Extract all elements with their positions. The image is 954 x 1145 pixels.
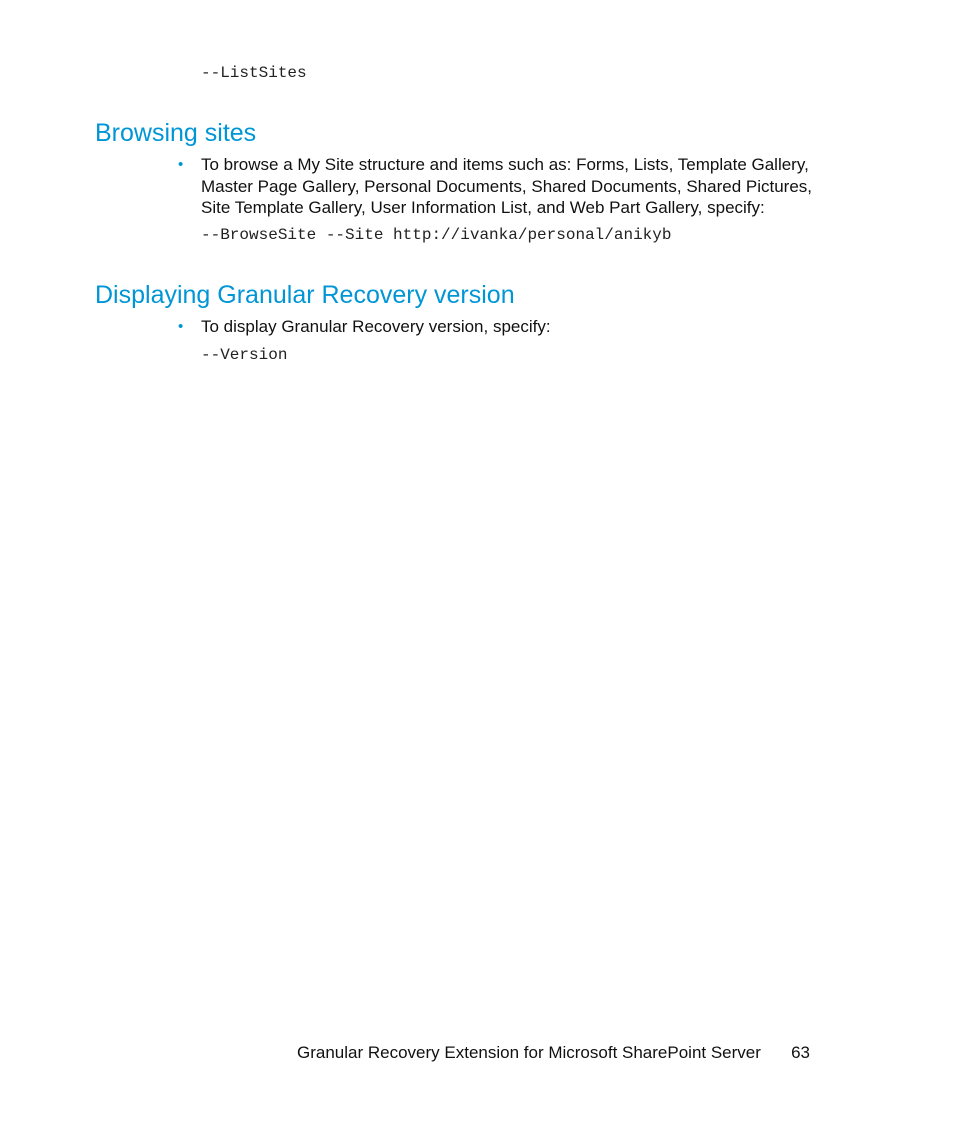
- page-number: 63: [791, 1043, 810, 1062]
- section-heading-browsing-sites: Browsing sites: [95, 119, 257, 147]
- bullet-item-version: [178, 316, 818, 338]
- bullet-item-browse: [178, 154, 818, 219]
- section-heading-granular-version: Displaying Granular Recovery version: [95, 281, 515, 309]
- list-sites-code: --ListSites: [201, 64, 307, 82]
- version-code: --Version: [201, 346, 288, 364]
- bullet-text-version: To display Granular Recovery version, specify:: [201, 317, 551, 336]
- bullet-icon: •: [178, 318, 184, 335]
- bullet-text-browse: To browse a My Site structure and items such as: Forms, Lists, Template Gallery, Master Page Gallery, Personal Documents, Shared Documents, Shared Pictures, Site Template Gallery, User Information List, and Web Part Gallery, specify:: [201, 155, 813, 217]
- footer-title: Granular Recovery Extension for Microsoft SharePoint Server: [297, 1043, 761, 1062]
- bullet-icon: •: [178, 156, 184, 173]
- browse-site-code: --BrowseSite --Site http://ivanka/personal/anikyb: [201, 226, 672, 244]
